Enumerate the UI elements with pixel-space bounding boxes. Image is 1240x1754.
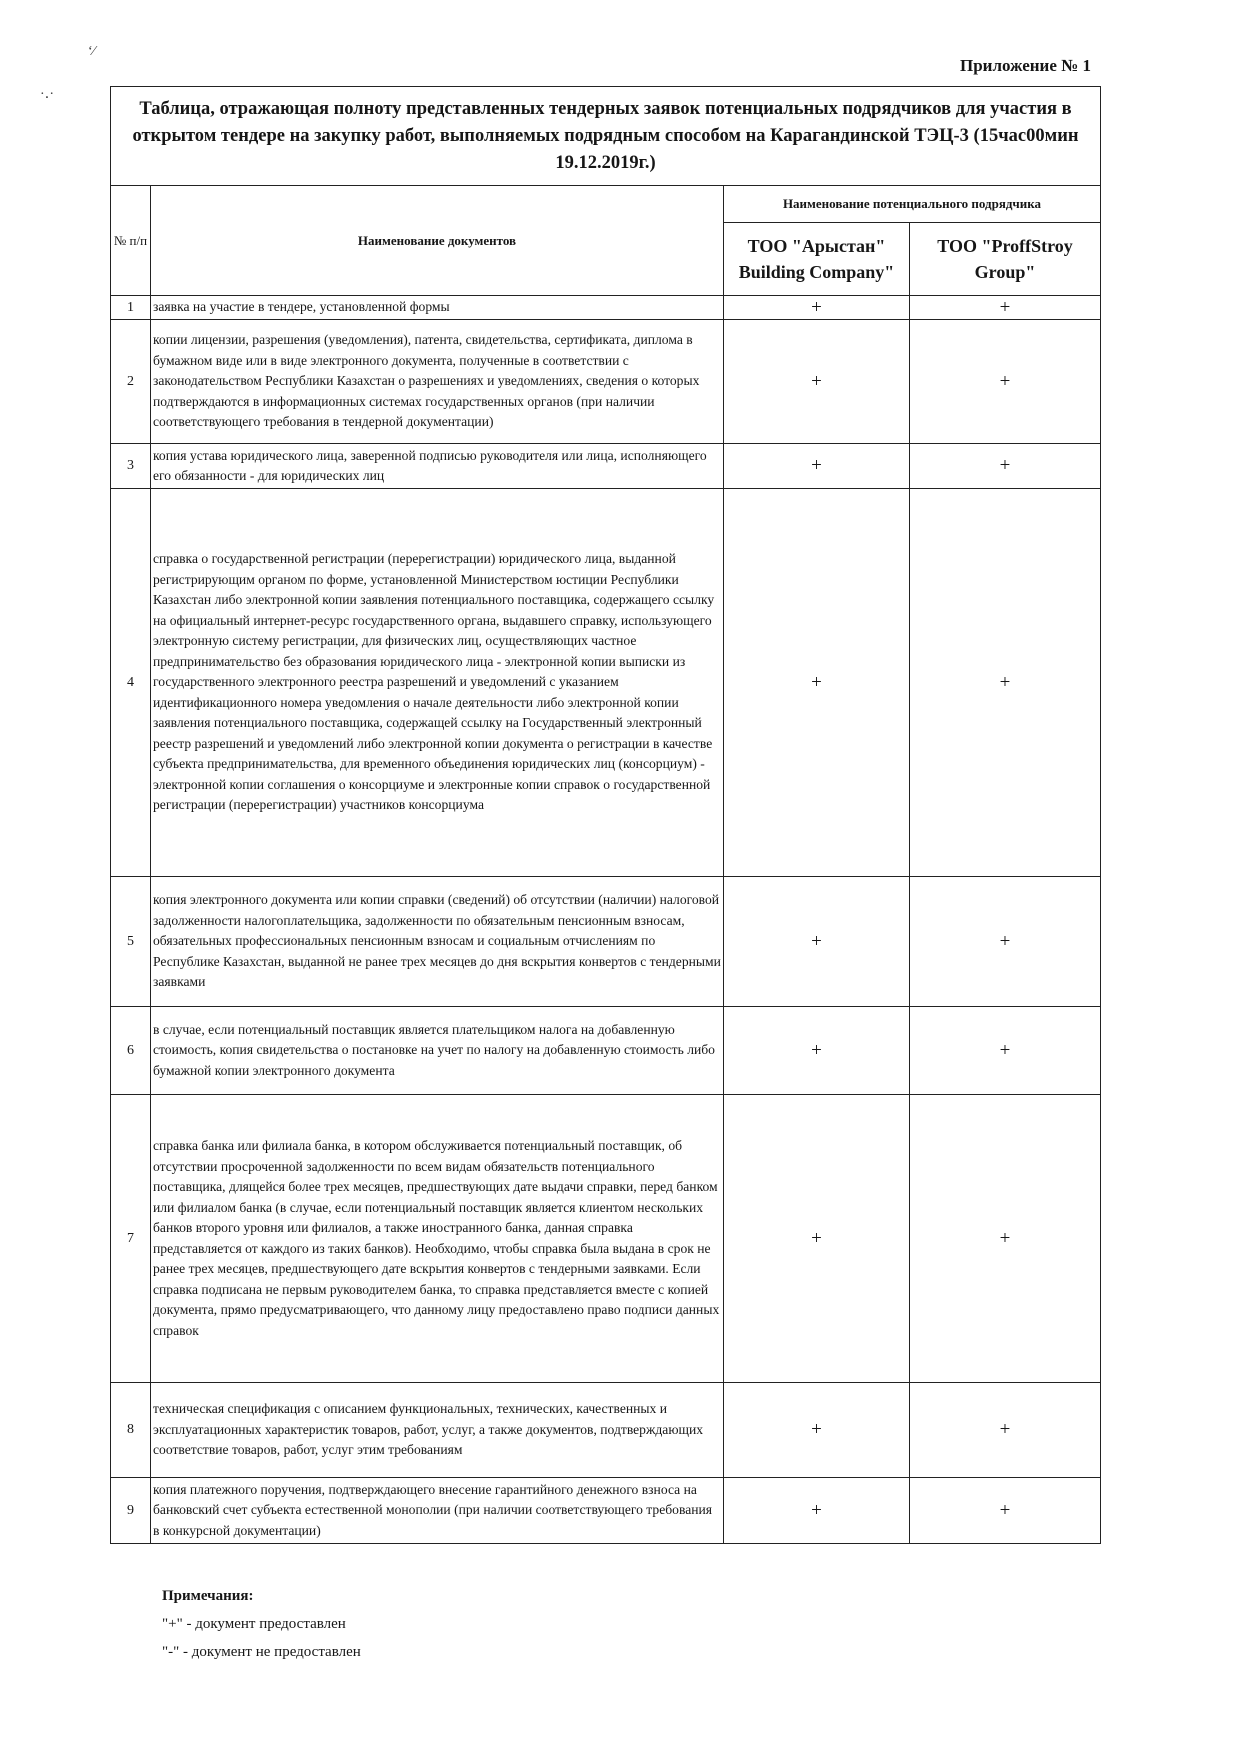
- header-documents: Наименование документов: [151, 186, 724, 296]
- row-number: 9: [111, 1478, 151, 1544]
- row-mark-supplier-1: +: [724, 1383, 910, 1478]
- supplier-name-1: ТОО "Арыстан" Building Company": [724, 223, 910, 296]
- table-title: Таблица, отражающая полноту представленных тендерных заявок потенциальных подрядчиков для участия в открытом тендере на закупку работ, выполняемых подрядным способом на Карагандинской ТЭЦ-3 (15час00мин 19.12.2019г.): [111, 87, 1101, 186]
- scan-mark: ‘⁄: [88, 44, 95, 59]
- row-mark-supplier-1: +: [724, 1095, 910, 1383]
- row-number: 1: [111, 296, 151, 320]
- table-row: [111, 877, 1101, 1007]
- row-document: копия платежного поручения, подтверждающего внесение гарантийного денежного взноса на банковский счет субъекта естественной монополии (при наличии соответствующего требования в конкурсной документации): [151, 1478, 724, 1544]
- row-number: 7: [111, 1095, 151, 1383]
- row-document: копия устава юридического лица, заверенной подписью руководителя или лица, исполняющего его обязанности - для юридических лиц: [151, 444, 724, 489]
- appendix-label: Приложение № 1: [960, 56, 1091, 75]
- scan-mark: ·․·: [40, 87, 54, 102]
- row-mark-supplier-1: +: [724, 1478, 910, 1544]
- row-mark-supplier-1: +: [724, 1007, 910, 1095]
- row-document: справка о государственной регистрации (перерегистрации) юридического лица, выданной регистрирующим органом по форме, установленной Министерством юстиции Республики Казахстан либо электронной копии заявления потенциального поставщика, содержащего ссылку на официальный интернет-ресурс государственного органа, выдавшего справку, использующего электронную систему регистрации, для физических лиц, осуществляющих частное предпринимательство без образования юридического лица - электронной копии выписки из государственного электронного реестра разрешений и уведомлений с указанием идентификационного номера уведомления о начале деятельности либо электронной копии заявления потенциального поставщика, содержащей ссылку на Государственный электронный реестр разрешений и уведомлений либо электронной копии документа о регистрации в качестве субъекта предпринимательства, для временного объединения юридических лиц (консорциум) - электронной копии соглашения о консорциуме и электронные копии справок о государственной регистрации (перерегистрации) участников консорциума: [151, 489, 724, 877]
- row-number: 8: [111, 1383, 151, 1478]
- row-document: в случае, если потенциальный поставщик является плательщиком налога на добавленную стоимость, копия свидетельства о постановке на учет по налогу на добавленную стоимость либо бумажной копии электронного документа: [151, 1007, 724, 1095]
- row-number: 4: [111, 489, 151, 877]
- row-document: справка банка или филиала банка, в котором обслуживается потенциальный поставщик, об отсутствии просроченной задолженности по всем видам обязательств потенциального поставщика, длящейся более трех месяцев, предшествующих дате выдачи справки, перед банком или филиалом банка (в случае, если потенциальный поставщик является клиентом нескольких банков второго уровня или филиалов, а также иностранного банка, данная справка представляется от каждого из таких банков). Необходимо, чтобы справка была выдана в срок не ранее трех месяцев, предшествующего дате вскрытия конвертов с тендерными заявками. Если справка подписана не первым руководителем банка, то справка представляется вместе с копией документа, прямо предусматривающего, что данному лицу предоставлено право подписи данных справок: [151, 1095, 724, 1383]
- header-num: № п/п: [111, 186, 151, 296]
- table-row: [111, 320, 1101, 444]
- row-mark-supplier-2: +: [910, 296, 1101, 320]
- supplier-name-2: ТОО "ProffStroy Group": [910, 223, 1101, 296]
- row-mark-supplier-2: +: [910, 1383, 1101, 1478]
- notes-block: [162, 1582, 361, 1666]
- row-mark-supplier-2: +: [910, 1095, 1101, 1383]
- row-number: 5: [111, 877, 151, 1007]
- row-document: копии лицензии, разрешения (уведомления), патента, свидетельства, сертификата, диплома в бумажном виде или в виде электронного документа, полученные в соответствии с законодательством Республики Казахстан о разрешениях и уведомлениях, сведения о которых подтверждаются в информационных системах государственных органов (при наличии соответствующего требования в тендерной документации): [151, 320, 724, 444]
- row-document: техническая спецификация с описанием функциональных, технических, качественных и эксплуатационных характеристик товаров, работ, услуг, а также документов, подтверждающих соответствие товаров, работ, услуг этим требованиям: [151, 1383, 724, 1478]
- row-mark-supplier-2: +: [910, 1007, 1101, 1095]
- row-mark-supplier-1: +: [724, 320, 910, 444]
- row-document: копия электронного документа или копии справки (сведений) об отсутствии (наличии) налоговой задолженности налогоплательщика, задолженности по обязательным пенсионным взносам, обязательных профессиональных пенсионным взносам и социальным отчислениям по Республике Казахстан, выданной не ранее трех месяцев до дня вскрытия конвертов с тендерными заявками: [151, 877, 724, 1007]
- table-row: [111, 1095, 1101, 1383]
- table-row: [111, 444, 1101, 489]
- row-mark-supplier-2: +: [910, 444, 1101, 489]
- table-row: [111, 489, 1101, 877]
- row-mark-supplier-2: +: [910, 320, 1101, 444]
- row-number: 2: [111, 320, 151, 444]
- notes-heading: Примечания:: [162, 1588, 254, 1604]
- row-number: 6: [111, 1007, 151, 1095]
- row-mark-supplier-2: +: [910, 1478, 1101, 1544]
- table-row: [111, 296, 1101, 320]
- row-mark-supplier-1: +: [724, 296, 910, 320]
- table-row: [111, 1383, 1101, 1478]
- row-document: заявка на участие в тендере, установленной формы: [151, 296, 724, 320]
- note-provided: "+" - документ предоставлен: [162, 1616, 346, 1632]
- table-row: [111, 1478, 1101, 1544]
- note-not-provided: "-" - документ не предоставлен: [162, 1644, 361, 1660]
- table-row: [111, 1007, 1101, 1095]
- row-mark-supplier-1: +: [724, 877, 910, 1007]
- row-number: 3: [111, 444, 151, 489]
- tender-completeness-table: [110, 86, 1101, 1544]
- header-supplier-group: Наименование потенциального подрядчика: [724, 186, 1101, 223]
- row-mark-supplier-2: +: [910, 877, 1101, 1007]
- row-mark-supplier-2: +: [910, 489, 1101, 877]
- row-mark-supplier-1: +: [724, 489, 910, 877]
- row-mark-supplier-1: +: [724, 444, 910, 489]
